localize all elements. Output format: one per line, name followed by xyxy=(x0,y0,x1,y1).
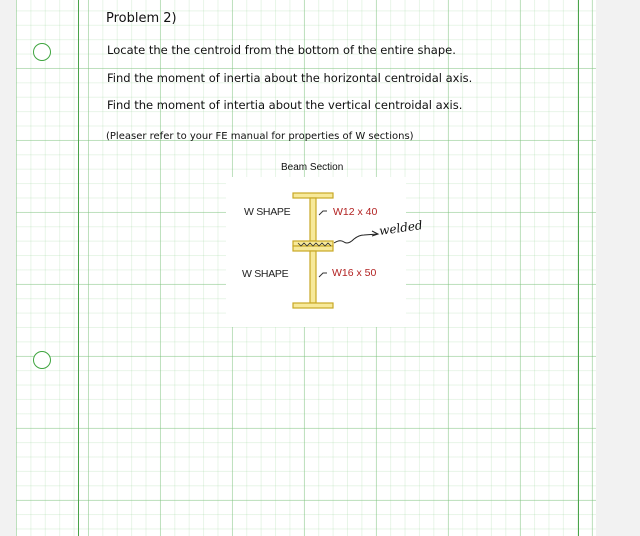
beam-section-drawing xyxy=(226,177,406,327)
problem-title: Problem 2) xyxy=(106,11,177,26)
left-margin-line xyxy=(78,0,79,536)
right-margin-line xyxy=(578,0,579,536)
top-shape-label: W SHAPE xyxy=(244,206,291,218)
punch-hole-top xyxy=(33,43,51,61)
beam-section-figure xyxy=(226,177,424,327)
top-section-designation: W12 x 40 xyxy=(333,206,378,218)
figure-caption: Beam Section xyxy=(281,162,344,173)
bottom-section-designation: W16 x 50 xyxy=(332,267,377,279)
top-w-shape xyxy=(293,193,333,246)
weld-arrow xyxy=(334,234,378,243)
reference-note: (Pleaser refer to your FE manual for properties of W sections) xyxy=(106,131,414,142)
welded-annotation: welded xyxy=(378,218,424,238)
bottom-section-leader xyxy=(319,273,327,277)
top-section-leader xyxy=(319,211,327,215)
bottom-w-shape xyxy=(293,246,333,308)
instruction-centroid: Locate the the centroid from the bottom of the entire shape. xyxy=(107,43,456,57)
instruction-vertical-inertia: Find the moment of intertia about the vertical centroidal axis. xyxy=(107,98,463,112)
punch-hole-middle xyxy=(33,351,51,369)
bottom-shape-label: W SHAPE xyxy=(242,268,289,280)
instruction-horizontal-inertia: Find the moment of inertia about the horizontal centroidal axis. xyxy=(107,71,473,85)
